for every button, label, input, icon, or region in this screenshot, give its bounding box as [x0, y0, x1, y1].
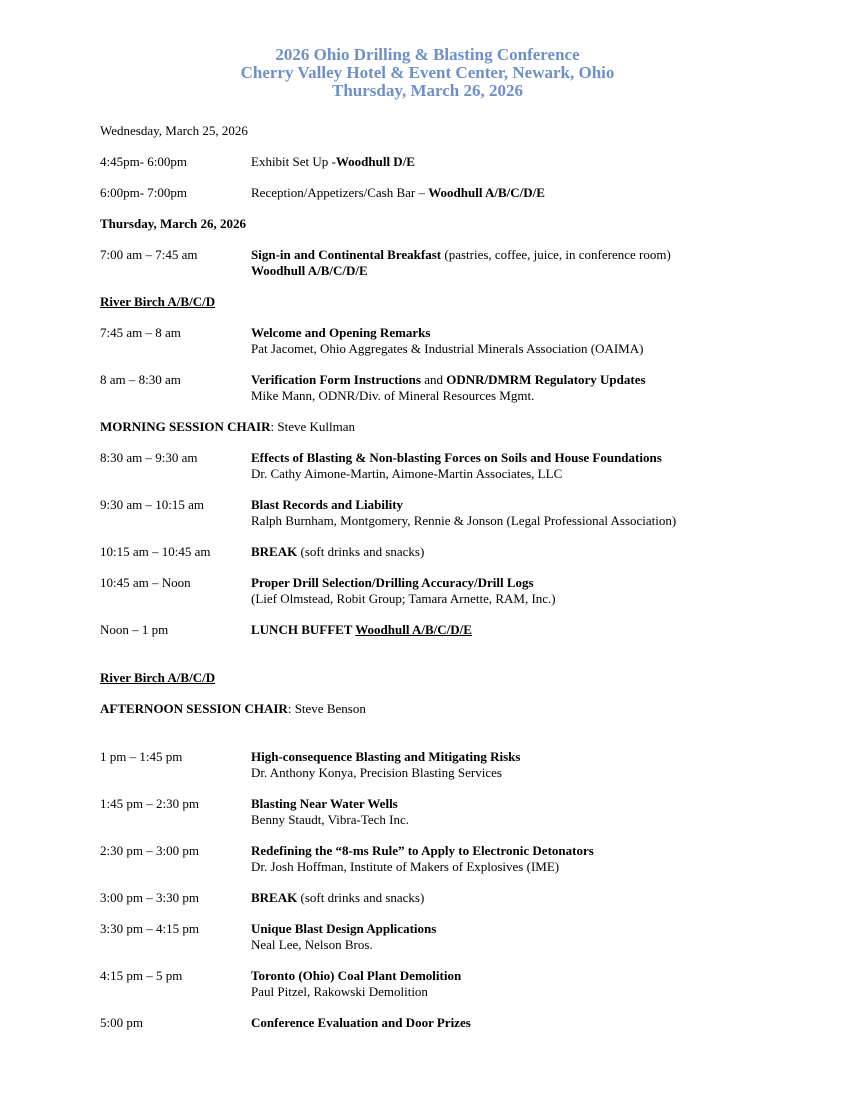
entry-time: 10:45 am – Noon	[100, 575, 191, 590]
entry-text-segment: Toronto (Ohio) Coal Plant Demolition	[251, 968, 462, 983]
heading-segment: River Birch A/B/C/D	[100, 294, 216, 309]
entry-text-segment: High-consequence Blasting and Mitigating Risks	[251, 749, 521, 764]
entry-time: 8 am – 8:30 am	[100, 372, 181, 387]
entry-content	[251, 622, 755, 638]
entry-content	[251, 968, 755, 1000]
heading-line	[100, 419, 755, 435]
entry-title-line	[251, 843, 755, 859]
heading-line	[100, 216, 755, 232]
entry-title-line	[251, 921, 755, 937]
entry-text-segment: Unique Blast Design Applications	[251, 921, 437, 936]
entry-time: 1:45 pm – 2:30 pm	[100, 796, 199, 811]
entry-title-line	[251, 247, 755, 263]
entry-content	[251, 185, 755, 201]
schedule-heading	[100, 123, 755, 139]
entry-text-segment: Benny Staudt, Vibra-Tech Inc.	[251, 812, 409, 827]
schedule-entry	[100, 890, 755, 906]
entry-time: 2:30 pm – 3:00 pm	[100, 843, 199, 858]
entry-time: 10:15 am – 10:45 am	[100, 544, 211, 559]
entry-content	[251, 450, 755, 482]
heading-line	[100, 701, 755, 717]
conference-date: Thursday, March 26, 2026	[332, 81, 523, 100]
schedule-entry	[100, 796, 755, 828]
schedule-entry	[100, 450, 755, 482]
heading-line	[100, 123, 755, 139]
heading-line	[100, 670, 755, 686]
entry-text-segment: (soft drinks and snacks)	[297, 890, 425, 905]
entry-text-segment: Verification Form Instructions	[251, 372, 421, 387]
entry-title-line	[251, 372, 755, 388]
entry-content	[251, 372, 755, 404]
entry-text-segment: Neal Lee, Nelson Bros.	[251, 937, 373, 952]
heading-segment: River Birch A/B/C/D	[100, 670, 216, 685]
conference-title: 2026 Ohio Drilling & Blasting Conference	[275, 45, 580, 64]
schedule-entry	[100, 968, 755, 1000]
entry-time: 9:30 am – 10:15 am	[100, 497, 204, 512]
entry-text-segment: Conference Evaluation and Door Prizes	[251, 1015, 471, 1030]
entry-text-segment: (Lief Olmstead, Robit Group; Tamara Arnette, RAM, Inc.)	[251, 591, 556, 606]
entry-content	[251, 544, 755, 560]
entry-speaker-line	[251, 466, 755, 482]
entry-text-segment: Welcome and Opening Remarks	[251, 325, 431, 340]
heading-segment: MORNING SESSION CHAIR	[100, 419, 271, 434]
entry-content	[251, 247, 755, 279]
entry-speaker-line	[251, 591, 755, 607]
entry-title-line	[251, 544, 755, 560]
entry-content	[251, 890, 755, 906]
schedule-heading	[100, 701, 755, 717]
heading-segment: Wednesday, March 25, 2026	[100, 123, 248, 138]
entry-time: 7:45 am – 8 am	[100, 325, 181, 340]
entry-content	[251, 154, 755, 170]
entry-text-segment: Ralph Burnham, Montgomery, Rennie & Jonson (Legal Professional Association)	[251, 513, 677, 528]
schedule-entry	[100, 749, 755, 781]
schedule-entry	[100, 843, 755, 875]
entry-text-segment: (pastries, coffee, juice, in conference room)	[441, 247, 671, 262]
schedule-heading	[100, 216, 755, 232]
entry-text-segment: LUNCH BUFFET	[251, 622, 356, 637]
entry-text-segment: Pat Jacomet, Ohio Aggregates & Industrial Minerals Association (OAIMA)	[251, 341, 644, 356]
schedule-spacer	[100, 732, 755, 749]
entry-text-segment: Woodhull A/B/C/D/E	[355, 622, 472, 637]
schedule-entry	[100, 372, 755, 404]
entry-text-segment: Exhibit Set Up -	[251, 154, 336, 169]
schedule-spacer	[100, 653, 755, 670]
entry-content	[251, 575, 755, 607]
schedule-entry	[100, 544, 755, 560]
entry-title-line	[251, 185, 755, 201]
schedule-entry	[100, 185, 755, 201]
entry-content	[251, 325, 755, 357]
entry-speaker-line	[251, 859, 755, 875]
entry-text-segment: Sign-in and Continental Breakfast	[251, 247, 442, 262]
entry-text-segment: Paul Pitzel, Rakowski Demolition	[251, 984, 428, 999]
schedule-heading	[100, 670, 755, 686]
entry-text-segment: Dr. Josh Hoffman, Institute of Makers of Explosives (IME)	[251, 859, 560, 874]
entry-title-line	[251, 450, 755, 466]
entry-time: 6:00pm- 7:00pm	[100, 185, 188, 200]
entry-time: 3:00 pm – 3:30 pm	[100, 890, 199, 905]
entry-title-line	[251, 1015, 755, 1031]
entry-title-line	[251, 968, 755, 984]
entry-time: 3:30 pm – 4:15 pm	[100, 921, 199, 936]
conference-venue: Cherry Valley Hotel & Event Center, Newark, Ohio	[240, 63, 615, 82]
entry-text-segment: Woodhull A/B/C/D/E	[251, 263, 368, 278]
entry-time: 4:15 pm – 5 pm	[100, 968, 183, 983]
entry-text-segment: BREAK	[251, 544, 298, 559]
heading-segment: AFTERNOON SESSION CHAIR	[100, 701, 288, 716]
entry-title-line	[251, 575, 755, 591]
entry-content	[251, 749, 755, 781]
entry-content	[251, 796, 755, 828]
entry-title-line	[251, 154, 755, 170]
schedule-entry	[100, 325, 755, 357]
entry-speaker-line	[251, 765, 755, 781]
entry-time: 1 pm – 1:45 pm	[100, 749, 183, 764]
entry-text-segment: Dr. Anthony Konya, Precision Blasting Services	[251, 765, 502, 780]
entry-speaker-line	[251, 341, 755, 357]
entry-time: 4:45pm- 6:00pm	[100, 154, 188, 169]
heading-segment: : Steve Benson	[287, 701, 366, 716]
schedule-entry	[100, 1015, 755, 1031]
entry-text-segment: Blast Records and Liability	[251, 497, 404, 512]
schedule-entry	[100, 497, 755, 529]
schedule-heading	[100, 419, 755, 435]
entry-text-segment: ODNR/DMRM Regulatory Updates	[446, 372, 646, 387]
schedule-entry	[100, 921, 755, 953]
entry-title-line	[251, 325, 755, 341]
entry-speaker-line	[251, 263, 755, 279]
entry-speaker-line	[251, 937, 755, 953]
document-title-block	[100, 46, 755, 100]
entry-speaker-line	[251, 388, 755, 404]
entry-speaker-line	[251, 812, 755, 828]
heading-segment: : Steve Kullman	[270, 419, 355, 434]
heading-line	[100, 294, 755, 310]
entry-text-segment: Reception/Appetizers/Cash Bar –	[251, 185, 429, 200]
schedule-entry	[100, 154, 755, 170]
entry-text-segment: Effects of Blasting & Non-blasting Forces on Soils and House Foundations	[251, 450, 662, 465]
schedule-entry	[100, 575, 755, 607]
entry-time: 8:30 am – 9:30 am	[100, 450, 198, 465]
entry-text-segment: Mike Mann, ODNR/Div. of Mineral Resources Mgmt.	[251, 388, 535, 403]
entry-content	[251, 843, 755, 875]
entry-content	[251, 1015, 755, 1031]
schedule-heading	[100, 294, 755, 310]
entry-text-segment: Woodhull A/B/C/D/E	[428, 185, 545, 200]
schedule-entry	[100, 247, 755, 279]
entry-text-segment: Dr. Cathy Aimone-Martin, Aimone-Martin Associates, LLC	[251, 466, 563, 481]
entry-content	[251, 497, 755, 529]
entry-text-segment: Blasting Near Water Wells	[251, 796, 398, 811]
schedule-entry	[100, 622, 755, 638]
entry-speaker-line	[251, 513, 755, 529]
entry-text-segment: (soft drinks and snacks)	[297, 544, 425, 559]
entry-text-segment: and	[420, 372, 447, 387]
entry-title-line	[251, 890, 755, 906]
entry-text-segment: Woodhull D/E	[335, 154, 415, 169]
entry-time: 7:00 am – 7:45 am	[100, 247, 198, 262]
schedule	[100, 123, 755, 1031]
entry-text-segment: Redefining the “8-ms Rule” to Apply to Electronic Detonators	[251, 843, 594, 858]
entry-speaker-line	[251, 984, 755, 1000]
entry-title-line	[251, 497, 755, 513]
entry-title-line	[251, 749, 755, 765]
entry-title-line	[251, 622, 755, 638]
entry-content	[251, 921, 755, 953]
entry-time: 5:00 pm	[100, 1015, 143, 1030]
entry-text-segment: BREAK	[251, 890, 298, 905]
entry-title-line	[251, 796, 755, 812]
entry-text-segment: Proper Drill Selection/Drilling Accuracy/Drill Logs	[251, 575, 534, 590]
entry-time: Noon – 1 pm	[100, 622, 169, 637]
heading-segment: Thursday, March 26, 2026	[100, 216, 247, 231]
